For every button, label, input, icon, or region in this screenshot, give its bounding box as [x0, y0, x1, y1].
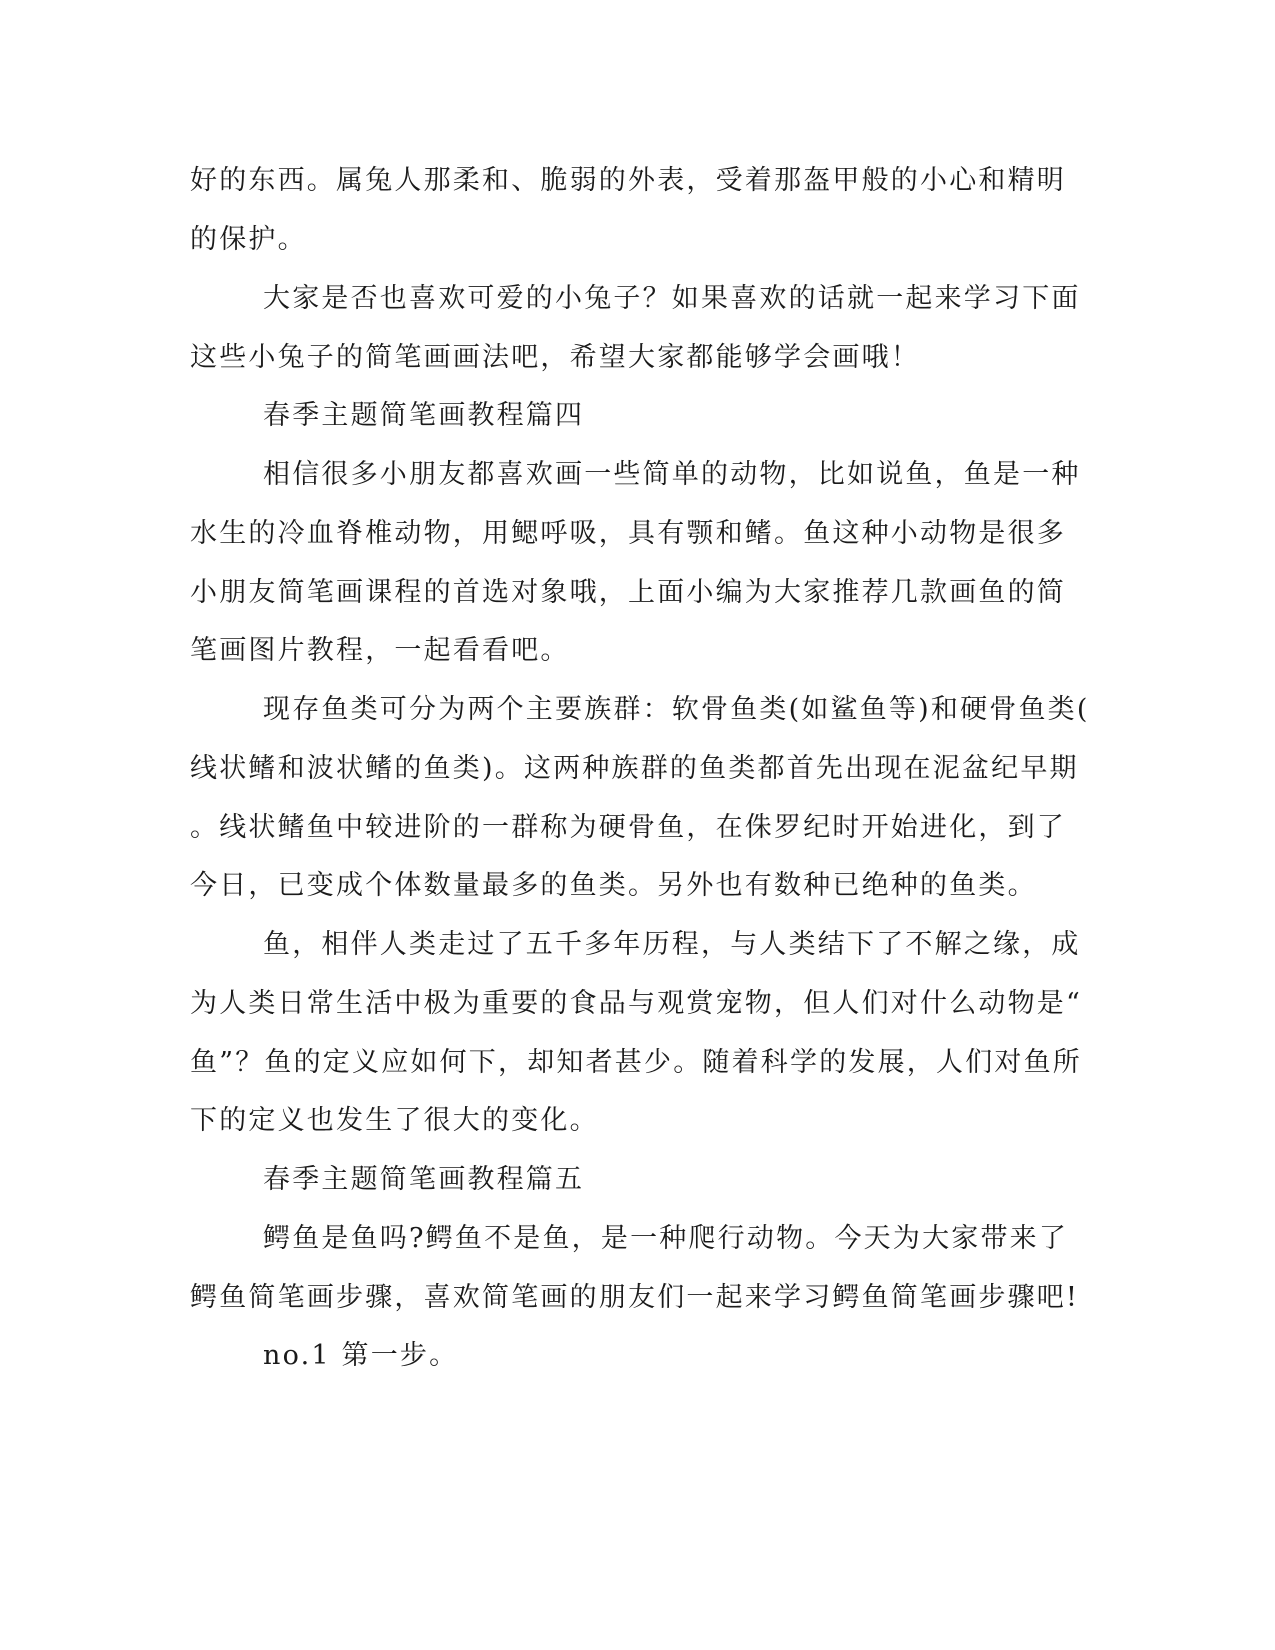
text-line: 线状鳍和波状鳍的鱼类)。这两种族群的鱼类都首先出现在泥盆纪早期: [190, 753, 1079, 784]
text-line: 今日，已变成个体数量最多的鱼类。另外也有数种已绝种的鱼类。: [190, 870, 1037, 901]
text-line: 笔画图片教程，一起看看吧。: [190, 635, 570, 666]
text-line: 下的定义也发生了很大的变化。: [190, 1105, 599, 1136]
section-heading: 春季主题简笔画教程篇五: [263, 1164, 585, 1195]
text-line: 为人类日常生活中极为重要的食品与观赏宠物，但人们对什么动物是“: [190, 988, 1083, 1019]
paragraph-start: 大家是否也喜欢可爱的小兔子？如果喜欢的话就一起来学习下面: [263, 283, 1081, 314]
text-line: 好的东西。属兔人那柔和、脆弱的外表，受着那盔甲般的小心和精明: [190, 165, 1066, 196]
section-heading: 春季主题简笔画教程篇四: [263, 400, 585, 431]
step-label: no.1 第一步。: [263, 1340, 459, 1371]
text-line: 的保护。: [190, 224, 307, 255]
text-line: 这些小兔子的简笔画画法吧，希望大家都能够学会画哦！: [190, 342, 920, 373]
text-line: 鳄鱼简笔画步骤，喜欢简笔画的朋友们一起来学习鳄鱼简笔画步骤吧!: [190, 1282, 1080, 1313]
text-line: 鱼”？鱼的定义应如何下，却知者甚少。随着科学的发展，人们对鱼所: [190, 1047, 1083, 1078]
paragraph-start: 现存鱼类可分为两个主要族群：软骨鱼类(如鲨鱼等)和硬骨鱼类(: [263, 694, 1090, 725]
paragraph-start: 鱼，相伴人类走过了五千多年历程，与人类结下了不解之缘，成: [263, 929, 1081, 960]
paragraph-start: 鳄鱼是鱼吗?鳄鱼不是鱼，是一种爬行动物。今天为大家带来了: [263, 1223, 1069, 1254]
text-line: 。线状鳍鱼中较进阶的一群称为硬骨鱼，在侏罗纪时开始进化，到了: [190, 812, 1066, 843]
paragraph-start: 相信很多小朋友都喜欢画一些简单的动物，比如说鱼，鱼是一种: [263, 459, 1081, 490]
text-line: 小朋友简笔画课程的首选对象哦，上面小编为大家推荐几款画鱼的简: [190, 577, 1066, 608]
text-line: 水生的冷血脊椎动物，用鳃呼吸，具有颚和鳍。鱼这种小动物是很多: [190, 518, 1066, 549]
